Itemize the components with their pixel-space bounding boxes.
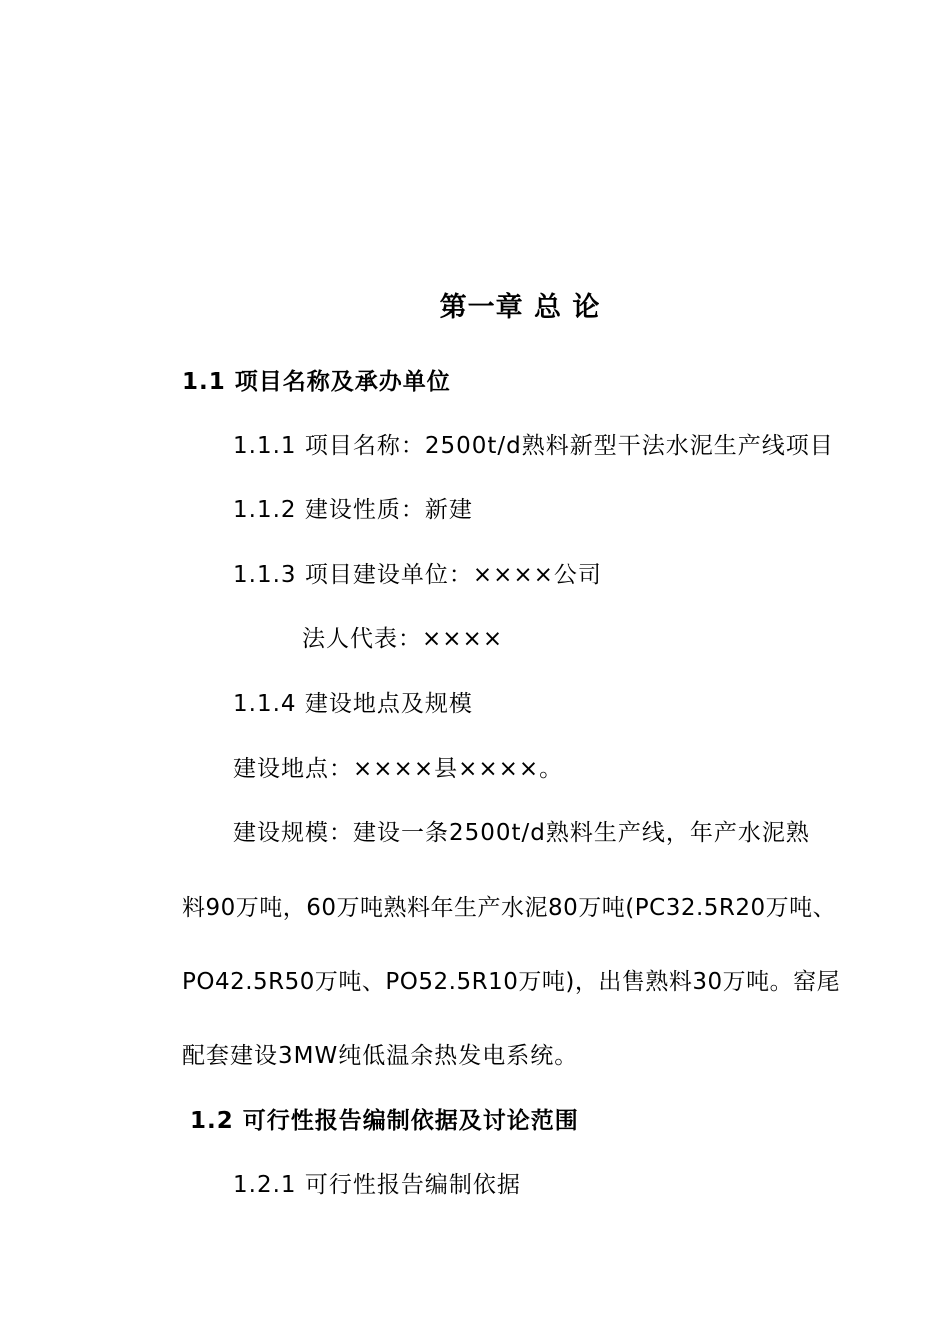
item-construction-nature: 1.1.2 建设性质：新建 <box>233 497 473 523</box>
item-project-name: 1.1.1 项目名称：2500t/d熟料新型干法水泥生产线项目 <box>233 433 834 459</box>
chapter-title: 第一章 总 论 <box>439 292 601 323</box>
item-basis-heading: 1.2.1 可行性报告编制依据 <box>233 1172 521 1198</box>
section-heading-1-1: 1.1 项目名称及承办单位 <box>182 369 451 395</box>
item-location: 建设地点：××××县××××。 <box>233 756 564 782</box>
item-legal-representative: 法人代表：×××× <box>302 626 504 652</box>
section-heading-1-2: 1.2 可行性报告编制依据及讨论范围 <box>190 1108 579 1134</box>
scale-line-3: PO42.5R50万吨、PO52.5R10万吨)，出售熟料30万吨。窑尾 <box>182 969 841 995</box>
scale-line-2: 料90万吨，60万吨熟料年生产水泥80万吨(PC32.5R20万吨、 <box>182 895 837 921</box>
scale-line-4: 配套建设3MW纯低温余热发电系统。 <box>182 1043 579 1069</box>
item-location-scale-heading: 1.1.4 建设地点及规模 <box>233 691 473 717</box>
item-construction-unit: 1.1.3 项目建设单位：××××公司 <box>233 562 602 588</box>
scale-line-1: 建设规模：建设一条2500t/d熟料生产线，年产水泥熟 <box>233 820 810 846</box>
